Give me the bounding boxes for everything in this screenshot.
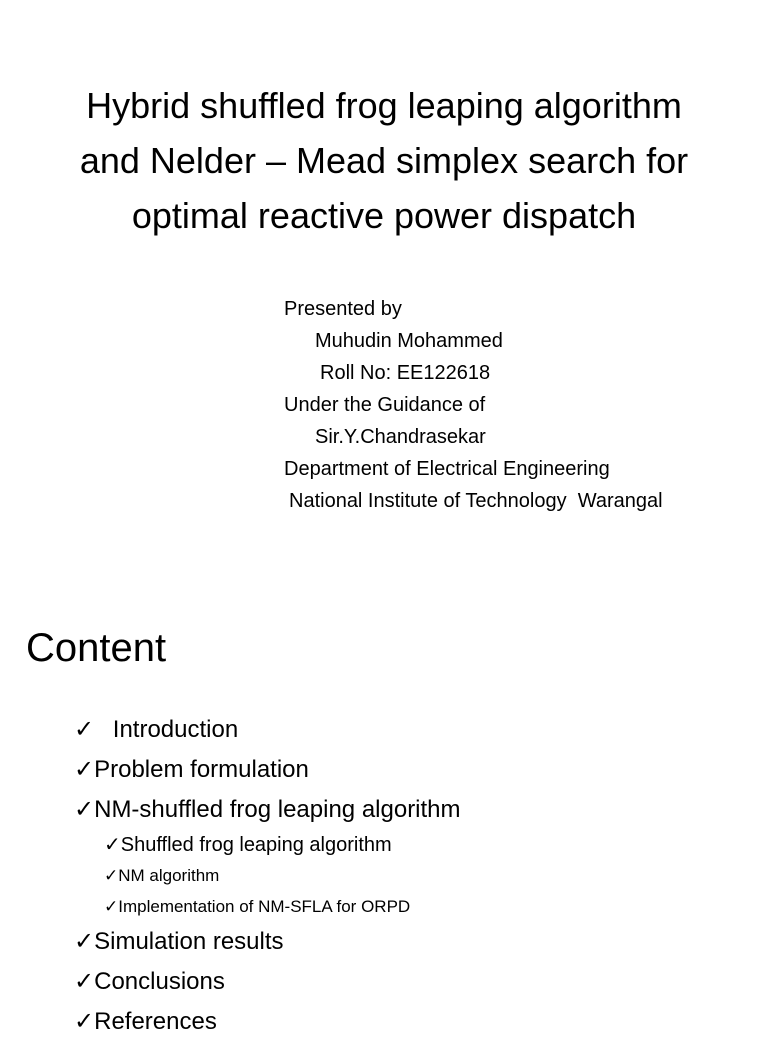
list-item	[74, 860, 461, 891]
list-item-label: Problem formulation	[94, 756, 309, 783]
check-icon: ✓	[74, 928, 95, 955]
guide-name: Sir.Y.Chandrasekar	[315, 426, 486, 448]
list-item-label: Shuffled frog leaping algorithm	[120, 834, 392, 856]
slide-title	[20, 78, 748, 243]
department-name: Department of Electrical Engineering	[284, 458, 610, 480]
list-item	[74, 750, 461, 790]
content-heading: Content	[26, 626, 167, 670]
check-icon: ✓	[104, 834, 121, 856]
list-item-label: Simulation results	[94, 928, 284, 955]
presenter-info	[284, 293, 663, 517]
check-icon: ✓	[74, 716, 95, 743]
list-item-label: NM-shuffled frog leaping algorithm	[94, 796, 461, 823]
list-item	[74, 830, 461, 860]
title-line: Hybrid shuffled frog leaping algorithm	[86, 85, 682, 126]
check-icon: ✓	[74, 1008, 95, 1035]
presenter-name: Muhudin Mohammed	[315, 330, 503, 352]
list-item	[74, 922, 461, 962]
list-item-label: Introduction	[112, 716, 239, 743]
institute-name: National Institute of Technology Warangal	[289, 490, 663, 512]
list-item-label: NM algorithm	[118, 866, 220, 885]
title-line: optimal reactive power dispatch	[131, 195, 637, 236]
list-item	[74, 962, 461, 1002]
content-list	[74, 710, 461, 1042]
roll-number: Roll No: EE122618	[320, 362, 491, 384]
check-icon: ✓	[104, 897, 119, 916]
check-icon: ✓	[74, 756, 95, 783]
list-item	[74, 1002, 461, 1042]
presented-by-label: Presented by	[284, 298, 402, 320]
content-slide	[0, 560, 768, 1035]
list-item-label: Conclusions	[94, 968, 225, 995]
check-icon: ✓	[74, 796, 95, 823]
list-item	[74, 790, 461, 830]
check-icon: ✓	[104, 866, 119, 885]
list-item	[74, 891, 461, 922]
list-item	[74, 710, 461, 750]
guidance-label: Under the Guidance of	[284, 394, 486, 416]
check-icon: ✓	[74, 968, 95, 995]
list-item-label: References	[94, 1008, 217, 1035]
title-line: and Nelder – Mead simplex search for	[79, 140, 689, 181]
list-item-label: Implementation of NM-SFLA for ORPD	[118, 897, 411, 916]
